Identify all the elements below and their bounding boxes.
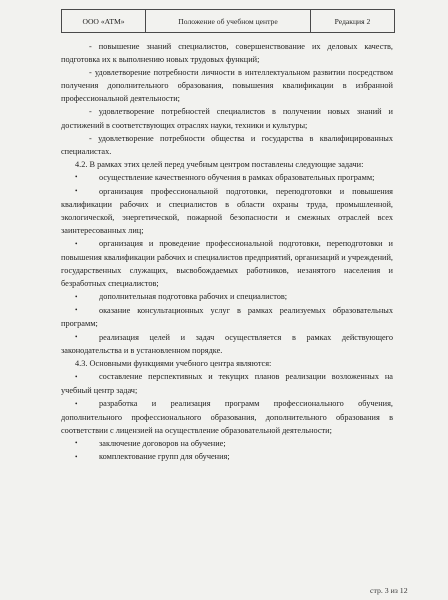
list-item-text: осуществление качественного обучения в рамках образовательных программ; [99, 172, 375, 182]
list-item-text: разработка и реализация программ профессионального обучения, дополнительного профессионального образования, дополнительного образования в соответствии с лицензией на осуществление образовательной деятельности; [61, 399, 393, 435]
bullet-icon: • [75, 439, 78, 448]
document-header [61, 9, 395, 33]
bullet-icon: • [75, 306, 78, 315]
list-item-text: дополнительная подготовка рабочих и специалистов; [99, 292, 288, 302]
list-item [61, 171, 393, 185]
paragraph-goal-3: - удовлетворение потребностей специалистов в получении новых знаний и достижений в соответствующих отраслях науки, техники и культуры; [61, 107, 393, 130]
list-item [61, 237, 393, 290]
bullet-icon: • [75, 333, 78, 342]
list-item-text: оказание консультационных услуг в рамках реализуемых образовательных программ; [61, 305, 393, 329]
list-item-text: комплектование групп для обучения; [99, 452, 230, 462]
list-item-text: организация профессиональной подготовки, переподготовки и повышения квалификации рабочих и специалистов в области охраны труда, промышленной, экологической, энергетической, пожарной безопасности и смежных отраслей всех заинтересованных лиц; [61, 186, 393, 236]
section-4-3-heading: 4.3. Основными функциями учебного центра являются: [75, 359, 272, 369]
bullet-icon: • [75, 173, 78, 182]
document-body [61, 40, 393, 464]
list-item-text: составление перспективных и текущих планов реализации возложенных на учебный центр задач; [61, 372, 393, 395]
list-item [61, 304, 393, 331]
bullet-icon: • [75, 452, 78, 461]
list-item [61, 370, 393, 397]
paragraph-goal-2: - удовлетворение потребности личности в интеллектуальном развитии посредством получения дополнительного образования, повышения квалификации в избранной профессиональной деятельности; [61, 68, 393, 104]
bullet-icon: • [75, 239, 78, 248]
list-item [61, 331, 393, 358]
list-item [61, 185, 393, 238]
section-4-2-heading: 4.2. В рамках этих целей перед учебным центром поставлены следующие задачи: [75, 159, 364, 169]
header-revision: Редакция 2 [310, 10, 394, 32]
list-item-text: организация и проведение профессиональной подготовки, переподготовки и повышения квалификации рабочих и специалистов предприятий, организаций и учреждений, государственных служащих, высвобождаемых работников, незанятого населения и безработных специалистов; [61, 239, 393, 289]
page-number: стр. 3 из 12 [370, 586, 408, 595]
paragraph-goal-1: - повышение знаний специалистов, совершенствование их деловых качеств, подготовка их к выполнению новых трудовых функций; [61, 42, 393, 65]
header-doc-title: Положение об учебном центре [145, 10, 310, 32]
list-item [61, 450, 393, 464]
list-item-text: заключение договоров на обучение; [99, 438, 226, 448]
bullet-icon: • [75, 292, 78, 301]
bullet-icon: • [75, 187, 78, 196]
bullet-icon: • [75, 399, 78, 408]
header-org: ООО «АТМ» [82, 16, 125, 26]
list-item [61, 290, 393, 304]
paragraph-goal-4: - удовлетворение потребности общества и государства в квалифицированных специалистах. [61, 133, 393, 156]
bullet-icon: • [75, 372, 78, 381]
list-item [61, 397, 393, 437]
list-item [61, 437, 393, 451]
list-item-text: реализация целей и задач осуществляется в рамках действующего законодательства и в установленном порядке. [61, 332, 393, 356]
